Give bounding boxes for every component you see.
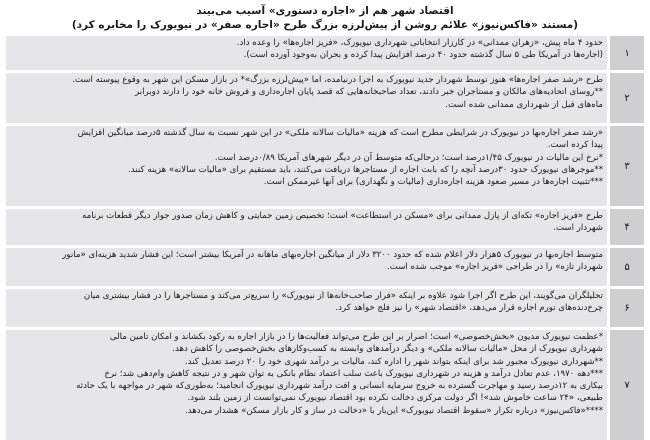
row-line: متوسط اجاره‌بها در نیویورک ۵هزار دلار اعلام شده که حدود ۳۲۰۰ دلار از میانگین اجاره‌بهای ماهانه در آمریکا بیشتر است؛ این فشار شدید هزینه‌ای «مانور	[62, 250, 603, 260]
table-row	[6, 330, 644, 440]
info-table	[6, 36, 644, 440]
row-line: *نرخ این مالیات در نیویورک ۱/۴۵درصد است؛ درحالی‌که متوسط آن در دیگر شهرهای آمریکا ۰/۸۹درصد است.	[214, 152, 603, 163]
row-line: حدود ۴ ماه پیش، «زهران ممدانی» در کارزار انتخاباتی شهرداری نیویورک، «فریز اجاره‌ها» را وعده داد.	[236, 38, 603, 48]
row-content	[6, 209, 607, 245]
row-line: **روسای اتحادیه‌های مالکان و مستاجران خبر دادند، تعداد صاحبخانه‌هایی که قصد پایان اجاره‌داری و فروش خانه خود را دارند دوبرابر	[135, 87, 603, 98]
row-line: شهرداری نیویورک از محل «مالیات سالانه ملکی» و دیگر درآمدهای وابسته به کسب‌وکارهای بخش‌خصوصی را کاهش دهد.	[172, 344, 603, 355]
row-line: چرخ‌دنده‌های تورم اجاره قرار می‌دهد، «اقتصاد شهر» را نیز فلج خواهد کرد.	[335, 303, 603, 314]
row-number: ۲	[610, 73, 644, 123]
row-line: طرح «فریز اجاره» تکه‌ای از پازل ممدانی برای «مسکن در استطاعت» است؛ تخصیص زمین حمایتی و کاهش زمان صدور جواز دیگر قطعات برنامه	[82, 211, 603, 221]
row-line: **موجرهای نیویورک حدود ۳۰درصد آنچه را که بابت اجاره از مستاجرها دریافت می‌کنند، باید مستقیم برای «مالیات سالانه» هزینه کنند.	[128, 164, 603, 175]
row-line: طبیعی، «۲۴ ساعت خاموش شد»! اگر دولت مرکزی دخالت نکرده بود اقتصاد نیویورک نمی‌توانست از زمین بلند شود.	[187, 393, 603, 404]
row-line: شهردار است.	[553, 223, 603, 234]
row-line: ****«فاکس‌نیوز» درباره تکرار «سقوط اقتصاد نیویورک» این‌بار با «دخالت در ساز و کار بازار مسکن» هشدار می‌دهد.	[185, 405, 603, 416]
row-line: (اجاره‌ها در آمریکا طی ۵ سال گذشته حدود ۴۰ درصد افزایش پیدا کرده و بحران به‌وجود آورده است).	[243, 50, 603, 61]
row-number: ۷	[610, 330, 644, 440]
table-row	[6, 126, 644, 206]
page-header	[6, 4, 644, 32]
row-content	[6, 248, 607, 286]
row-line: *عظمت نیویورک مدیون «بخش‌خصوصی» است؛ اصرار بر این طرح می‌تواند فعالیت‌ها را در بازار اجاره به رکود بکشاند و امکان تامین مالی	[109, 332, 603, 342]
row-line: شهردار تازه» را در طراحی «فریز اجاره» موجب شده است.	[387, 262, 603, 273]
row-line: «رشد صفر اجاره‌بها در نیویورک در شرایطی مطرح است که هزینه «مالیات سالانه ملکی» در این شهر نسبت به سال گذشته ۵درصد میانگین افزایش	[77, 128, 603, 138]
table-row	[6, 73, 644, 123]
row-line: طرح «رشد صفر اجاره‌ها» هنوز توسط شهردار جدید نیویورک به اجرا درنیامده، اما «پیش‌لرزه بزرگ»* در بازار مسکن این شهر به وقوع پیوسته است.	[72, 75, 603, 85]
row-number: ۴	[610, 209, 644, 245]
row-content	[6, 289, 607, 327]
header-title: اقتصاد شهر هم از «اجاره دستوری» آسیب می‌بیند	[196, 5, 454, 17]
row-content	[6, 73, 607, 123]
row-number: ۶	[610, 289, 644, 327]
header-subtitle: (مستند «فاکس‌نیوز» علائم روشن از پیش‌لرزه بزرگ طرح «اجاره صفر» در نیویورک را مخابره کرد)	[71, 19, 579, 31]
row-content	[6, 36, 607, 70]
table-row	[6, 248, 644, 286]
row-line: ***دهه ۱۹۷۰، عدم تعادل درآمد و هزینه در شهرداری نیویورک باعث سلب اعتماد نظام بانکی به توان شهر و در نتیجه کاهش وام‌دهی شد؛ نرخ	[104, 368, 603, 379]
table-row	[6, 209, 644, 245]
row-content	[6, 126, 607, 206]
table-row	[6, 36, 644, 70]
table-row	[6, 289, 644, 327]
row-line: ماه‌های قبل از شهرداری ممدانی شده است.	[445, 99, 603, 110]
row-line: بیکاری به ۱۲درصد رسید و مهاجرت گسترده به خروج سرمایه انسانی و افت درآمد شهرداری نیویورک انجامید؛ به‌طوری‌که شهر در مواجهه با یک حادثه	[76, 381, 603, 392]
row-number: ۳	[610, 126, 644, 206]
row-number: ۵	[610, 248, 644, 286]
row-line: تحلیلگران می‌گویند، این طرح اگر اجرا شود علاوه بر اینکه «فرار صاحب‌خانه‌ها از نیویورک» را سریع‌تر می‌کند و مستاجرها را در فشار بیشتری میان	[83, 291, 603, 301]
row-line: پیدا کرده است.	[547, 140, 603, 151]
row-content	[6, 330, 607, 440]
row-number: ۱	[610, 36, 644, 70]
row-line: **شهرداری نیویورک مجبور شد برای اینکه بتواند شهر را اداره کند، مالیات بر درآمد شهری خود را ۲۰ درصد تعدیل کند.	[184, 356, 603, 367]
row-line: ***تثبیت اجاره‌ها در مسیر صعود هزینه اجاره‌داری (مالیات و نگهداری) برای آنها غیرممکن است.	[263, 177, 603, 188]
